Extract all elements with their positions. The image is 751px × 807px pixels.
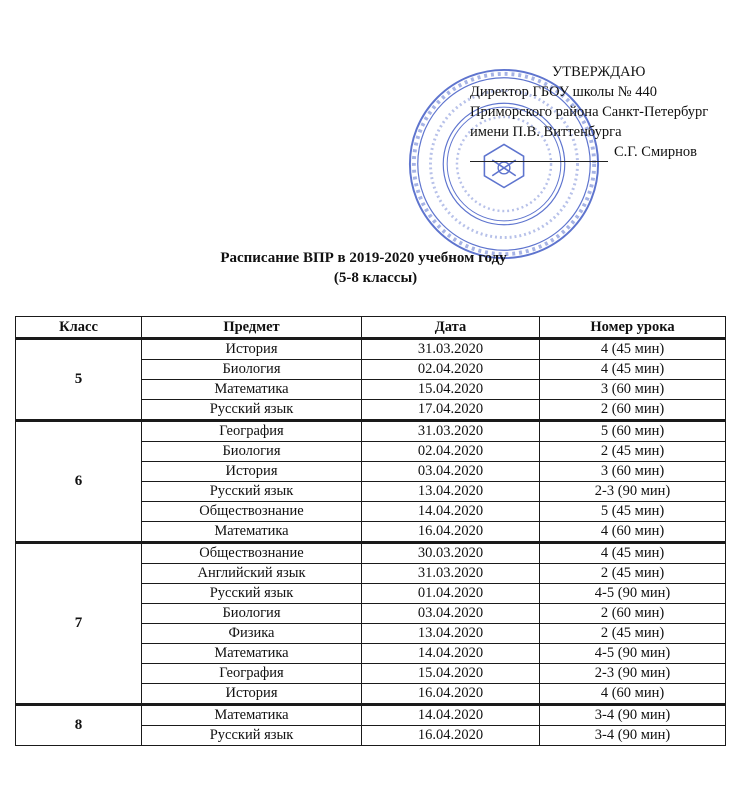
lesson-cell: 3 (60 мин) [540, 462, 726, 482]
lesson-cell: 3-4 (90 мин) [540, 726, 726, 746]
class-cell: 8 [16, 705, 142, 746]
document-heading [0, 248, 751, 288]
document-title: Расписание ВПР в 2019-2020 учебном году [220, 250, 507, 266]
subject-cell: Математика [142, 380, 362, 400]
approval-title: УТВЕРЖДАЮ [552, 64, 646, 80]
lesson-cell: 2-3 (90 мин) [540, 664, 726, 684]
lesson-cell: 2-3 (90 мин) [540, 482, 726, 502]
subject-cell: География [142, 421, 362, 442]
lesson-cell: 2 (60 мин) [540, 400, 726, 421]
signatory-name: С.Г. Смирнов [614, 144, 698, 160]
date-cell: 13.04.2020 [362, 624, 540, 644]
subject-cell: История [142, 462, 362, 482]
subject-cell: География [142, 664, 362, 684]
signature-line [470, 161, 608, 162]
subject-cell: Русский язык [142, 482, 362, 502]
table-row [16, 421, 726, 442]
date-cell: 01.04.2020 [362, 584, 540, 604]
lesson-cell: 4 (60 мин) [540, 684, 726, 705]
subject-cell: Математика [142, 644, 362, 664]
lesson-cell: 5 (60 мин) [540, 421, 726, 442]
subject-cell: Русский язык [142, 726, 362, 746]
document-subtitle: (5-8 классы) [333, 270, 418, 286]
date-cell: 31.03.2020 [362, 339, 540, 360]
subject-cell: Русский язык [142, 584, 362, 604]
approval-position: Директор ГБОУ школы № 440 [470, 84, 657, 100]
subject-cell: Обществознание [142, 543, 362, 564]
date-cell: 31.03.2020 [362, 564, 540, 584]
lesson-cell: 4 (60 мин) [540, 522, 726, 543]
lesson-cell: 2 (60 мин) [540, 604, 726, 624]
date-cell: 15.04.2020 [362, 380, 540, 400]
signature-row [470, 142, 751, 162]
date-cell: 31.03.2020 [362, 421, 540, 442]
date-cell: 03.04.2020 [362, 462, 540, 482]
header-subject: Предмет [142, 317, 362, 339]
lesson-cell: 2 (45 мин) [540, 442, 726, 462]
subject-cell: Математика [142, 522, 362, 543]
date-cell: 14.04.2020 [362, 502, 540, 522]
date-cell: 02.04.2020 [362, 442, 540, 462]
class-cell: 6 [16, 421, 142, 543]
lesson-cell: 4-5 (90 мин) [540, 584, 726, 604]
date-cell: 30.03.2020 [362, 543, 540, 564]
lesson-cell: 2 (45 мин) [540, 624, 726, 644]
subject-cell: История [142, 339, 362, 360]
header-date: Дата [362, 317, 540, 339]
date-cell: 14.04.2020 [362, 644, 540, 664]
table-header-row [16, 317, 726, 339]
date-cell: 02.04.2020 [362, 360, 540, 380]
subject-cell: Английский язык [142, 564, 362, 584]
lesson-cell: 5 (45 мин) [540, 502, 726, 522]
subject-cell: Физика [142, 624, 362, 644]
lesson-cell: 4 (45 мин) [540, 543, 726, 564]
header-class: Класс [16, 317, 142, 339]
date-cell: 15.04.2020 [362, 664, 540, 684]
date-cell: 17.04.2020 [362, 400, 540, 421]
schedule-table [15, 316, 726, 746]
table-row [16, 339, 726, 360]
subject-cell: Русский язык [142, 400, 362, 421]
date-cell: 16.04.2020 [362, 522, 540, 543]
table-row [16, 705, 726, 726]
subject-cell: История [142, 684, 362, 705]
header-lesson: Номер урока [540, 317, 726, 339]
approval-block [470, 62, 751, 162]
lesson-cell: 4 (45 мин) [540, 339, 726, 360]
class-cell: 5 [16, 339, 142, 421]
class-cell: 7 [16, 543, 142, 705]
subject-cell: Математика [142, 705, 362, 726]
lesson-cell: 3-4 (90 мин) [540, 705, 726, 726]
lesson-cell: 4-5 (90 мин) [540, 644, 726, 664]
date-cell: 13.04.2020 [362, 482, 540, 502]
subject-cell: Биология [142, 442, 362, 462]
lesson-cell: 3 (60 мин) [540, 380, 726, 400]
subject-cell: Биология [142, 360, 362, 380]
date-cell: 16.04.2020 [362, 684, 540, 705]
schedule-body [16, 339, 726, 746]
table-row [16, 543, 726, 564]
subject-cell: Обществознание [142, 502, 362, 522]
approval-named-after: имени П.В. Виттенбурга [470, 124, 622, 140]
lesson-cell: 4 (45 мин) [540, 360, 726, 380]
date-cell: 16.04.2020 [362, 726, 540, 746]
lesson-cell: 2 (45 мин) [540, 564, 726, 584]
subject-cell: Биология [142, 604, 362, 624]
date-cell: 14.04.2020 [362, 705, 540, 726]
approval-district: Приморского района Санкт-Петербург [470, 104, 709, 120]
date-cell: 03.04.2020 [362, 604, 540, 624]
